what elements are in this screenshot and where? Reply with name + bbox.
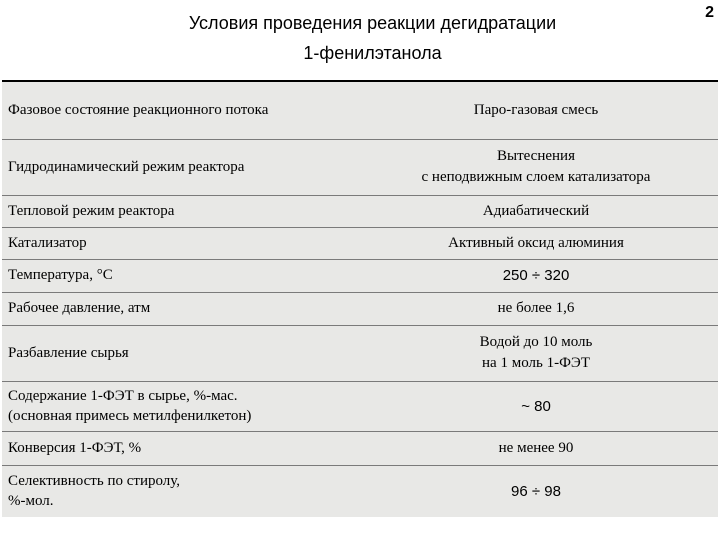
value-cell: Паро-газовая смесь [354, 81, 718, 139]
table-row [2, 465, 718, 517]
table-row [2, 227, 718, 259]
param-cell: Катализатор [2, 227, 354, 259]
title-line-2: 1-фенилэтанола [303, 43, 442, 63]
table-row [2, 259, 718, 292]
value-cell: Активный оксид алюминия [354, 227, 718, 259]
param-cell: Разбавление сырья [2, 325, 354, 381]
value-cell: 250 ÷ 320 [354, 259, 718, 292]
value-cell: Водой до 10 моль на 1 моль 1-ФЭТ [354, 325, 718, 381]
param-cell: Гидродинамический режим реактора [2, 139, 354, 195]
param-cell: Фазовое состояние реакционного потока [2, 81, 354, 139]
title-line-1: Условия проведения реакции дегидратации [188, 13, 557, 33]
table-row [2, 325, 718, 381]
table-row [2, 195, 718, 227]
value-cell: Адиабатический [354, 195, 718, 227]
param-cell: Конверсия 1-ФЭТ, % [2, 431, 354, 465]
value-cell: не менее 90 [354, 431, 718, 465]
table-row [2, 139, 718, 195]
reaction-conditions-table [2, 80, 718, 517]
param-cell: Рабочее давление, атм [2, 292, 354, 325]
param-cell: Селективность по стиролу, %-мол. [8, 473, 181, 510]
page-title [0, 8, 720, 68]
value-cell: ~ 80 [354, 381, 718, 431]
param-cell: Содержание 1-ФЭТ в сырье, %-мас. (основная примесь метилфенилкетон) [2, 381, 354, 431]
page-number: 2 [705, 4, 714, 21]
value-cell: Вытеснения с неподвижным слоем катализатора [354, 139, 718, 195]
param-cell: Температура, °С [2, 259, 354, 292]
table-row [2, 431, 718, 465]
table-row [2, 81, 718, 139]
table-row [2, 381, 718, 431]
param-cell: Тепловой режим реактора [2, 195, 354, 227]
value-cell: не более 1,6 [354, 292, 718, 325]
value-cell: 96 ÷ 98 [511, 482, 561, 500]
table-row [2, 292, 718, 325]
